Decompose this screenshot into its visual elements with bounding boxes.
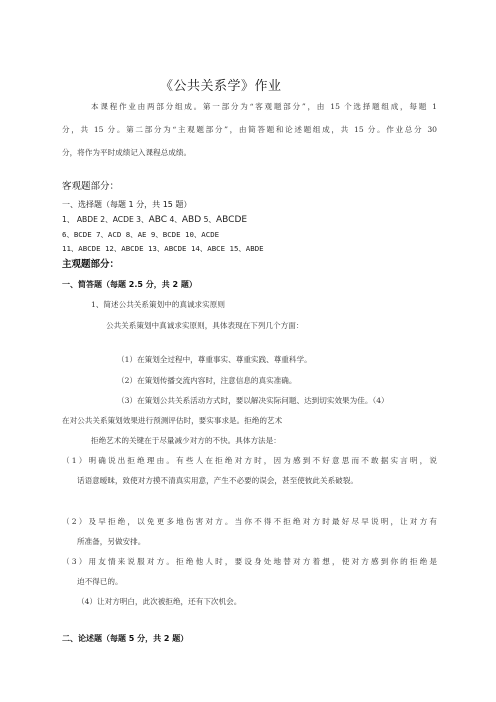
q2-point-3b: 迫不得已的。 xyxy=(77,577,123,586)
q2-point-1a: （1）明确说出拒绝理由。有些人在拒绝对方时，因为感到不好意思而不敢据实言明，说 xyxy=(62,456,437,465)
q2-point-2a: （2）及早拒绝，以免更多地伤害对方。当你不得不拒绝对方时最好尽早说明，让对方有 xyxy=(62,517,437,526)
q2-point-3a: （3）用友情来说服对方。拒绝他人时，要设身处地替对方着想，使对方感到你的拒绝是 xyxy=(62,557,437,566)
intro-line-1: 本课程作业由两部分组成。第一部分为“客观题部分”，由 15 个选择题组成，每题 1 xyxy=(91,102,437,111)
q1-answer-intro: 公共关系策划中真诚求实原则，具体表现在下列几个方面： xyxy=(106,321,304,330)
q2-point-2b: 所准备，另做安排。 xyxy=(77,537,146,546)
objective-heading: 客观题部分： xyxy=(62,181,120,192)
question-1: 1、简述公共关系策划中的真诚求实原则 xyxy=(91,300,225,309)
q1-point-2: （2）在策划传播交流内容时，注意信息的真实准确。 xyxy=(117,376,297,385)
intro-line-3: 分，将作为平时成绩记入课程总成绩。 xyxy=(62,148,192,157)
objective-section-title: 一、选择题（每题 1 分，共 15 题） xyxy=(62,200,192,209)
q2-point-1b: 话语意暧昧，致使对方摸不清真实用意，产生不必要的误会，甚至使彼此关系破裂。 xyxy=(77,476,358,485)
q2-answer-intro: 拒绝艺术的关键在于尽量减少对方的不快。具体方法是： xyxy=(91,436,281,445)
answers-row-1: 1、 ABDE 2、ACDE 3、ABC 4、ABD 5、ABCDE xyxy=(62,215,248,225)
q1-point-1: （1）在策划全过程中，尊重事实、尊重实践、尊重科学。 xyxy=(117,355,312,364)
intro-line-2: 分，共 15 分。第二部分为“主观题部分”，由简答题和论述题组成，共 15 分。作业总分 30 xyxy=(62,125,437,134)
q1-point-4: 在对公共关系策划效果进行预测评估时，要实事求是。拒绝的艺术 xyxy=(62,416,283,425)
subjective-heading: 主观题部分： xyxy=(62,259,120,270)
answers-row-3: 11、ABCDE 12、ABCDE 13、ABCDE 14、ABCE 15、ABDE xyxy=(62,244,264,253)
subjective-section-1-title: 一、简答题（每题 2.5 分，共 2 题） xyxy=(62,280,197,289)
subjective-section-2-title: 二、论述题（每题 5 分，共 2 题） xyxy=(62,634,189,643)
q1-point-3: （3）在策划公共关系活动方式时，要以解决实际问题、达到切实效果为佳。（4） xyxy=(117,396,389,405)
q2-point-4: （4）让对方明白，此次被拒绝，还有下次机会。 xyxy=(77,597,242,606)
answers-row-2: 6、BCDE 7、ACD 8、AE 9、BCDE 10、ACDE xyxy=(62,230,220,239)
document-title: 《公共关系学》作业 xyxy=(160,79,282,94)
